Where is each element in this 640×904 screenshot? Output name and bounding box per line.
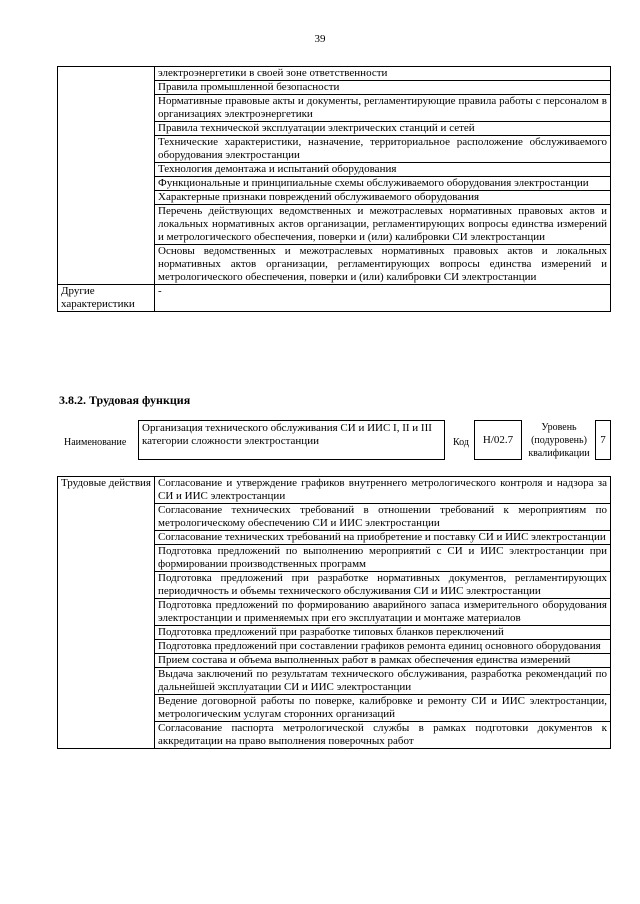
action-item: Согласование паспорта метрологической службы в рамках подготовки документов к аккредитации на право выполнения поверочных работ — [155, 722, 611, 749]
code-box: H/02.7 — [474, 420, 522, 460]
knowledge-item: Нормативные правовые акты и документы, регламентирующие правила работы с персоналом в организациях электроэнергетики — [155, 95, 611, 122]
function-name-box: Организация технического обслуживания СИ и ИИС I, II и III категории сложности электростанции — [138, 420, 445, 460]
section-title: 3.8.2. Трудовая функция — [59, 393, 191, 407]
knowledge-item: Технология демонтажа и испытаний оборудования — [155, 163, 611, 177]
action-item: Подготовка предложений при разработке типовых бланков переключений — [155, 626, 611, 640]
level-label: Уровень (подуровень) квалификации — [528, 422, 590, 459]
action-item: Ведение договорной работы по поверке, калибровке и ремонту СИ и ИИС электростанции, метрологическим услугам сторонних организаций — [155, 695, 611, 722]
other-characteristics-value: - — [155, 285, 611, 312]
knowledge-table — [57, 66, 611, 312]
knowledge-item: Технические характеристики, назначение, территориальное расположение обслуживаемого оборудования электростанции — [155, 136, 611, 163]
code-label: Код — [453, 437, 469, 448]
knowledge-item: Основы ведомственных и межотраслевых нормативных правовых актов и локальных нормативных актов организации, регламентирующих вопросы единства измерений и метрологического обеспечения, поверки и (или) калибровки СИ электростанции — [155, 245, 611, 285]
action-item: Подготовка предложений при разработке нормативных документов, регламентирующих периодичность и объемы технического обслуживания СИ и ИИС электростанции — [155, 572, 611, 599]
knowledge-item: Перечень действующих ведомственных и межотраслевых нормативных правовых актов и локальных нормативных актов организации, регламентирующих вопросы единства измерений и метрологического обеспечения, поверки и (или) калибровки СИ электростанции — [155, 205, 611, 245]
action-item: Выдача заключений по результатам технического обслуживания, разработка рекомендаций по дальнейшей эксплуатации СИ и ИИС электростанции — [155, 668, 611, 695]
knowledge-item: Правила технической эксплуатации электрических станций и сетей — [155, 122, 611, 136]
action-item: Подготовка предложений при составлении графиков ремонта единиц основного оборудования — [155, 640, 611, 654]
other-characteristics-label: Другие характеристики — [58, 285, 155, 312]
actions-table — [57, 476, 611, 749]
action-item: Согласование технических требований на приобретение и поставку СИ и ИИС электростанции — [155, 531, 611, 545]
name-label: Наименование — [64, 437, 127, 448]
knowledge-item: Правила промышленной безопасности — [155, 81, 611, 95]
action-item: Согласование технических требований в отношении требований к мероприятиям по метрологическому обеспечению СИ и ИИС электростанции — [155, 504, 611, 531]
knowledge-item: Функциональные и принципиальные схемы обслуживаемого оборудования электростанции — [155, 177, 611, 191]
knowledge-item: Характерные признаки повреждений обслуживаемого оборудования — [155, 191, 611, 205]
action-item: Прием состава и объема выполненных работ в рамках обеспечения единства измерений — [155, 654, 611, 668]
level-box: 7 — [595, 420, 611, 460]
action-item: Подготовка предложений по формированию аварийного запаса измерительного оборудования электростанции и применяемых при его эксплуатации и монтаже материалов — [155, 599, 611, 626]
page-number: 39 — [314, 33, 326, 45]
actions-label: Трудовые действия — [58, 477, 155, 749]
knowledge-label-cell — [58, 67, 155, 285]
knowledge-item: электроэнергетики в своей зоне ответственности — [155, 67, 611, 81]
action-item: Согласование и утверждение графиков внутреннего метрологического контроля и надзора за СИ и ИИС электростанции — [155, 477, 611, 504]
action-item: Подготовка предложений по выполнению мероприятий с СИ и ИИС электростанции при формировании производственных программ — [155, 545, 611, 572]
